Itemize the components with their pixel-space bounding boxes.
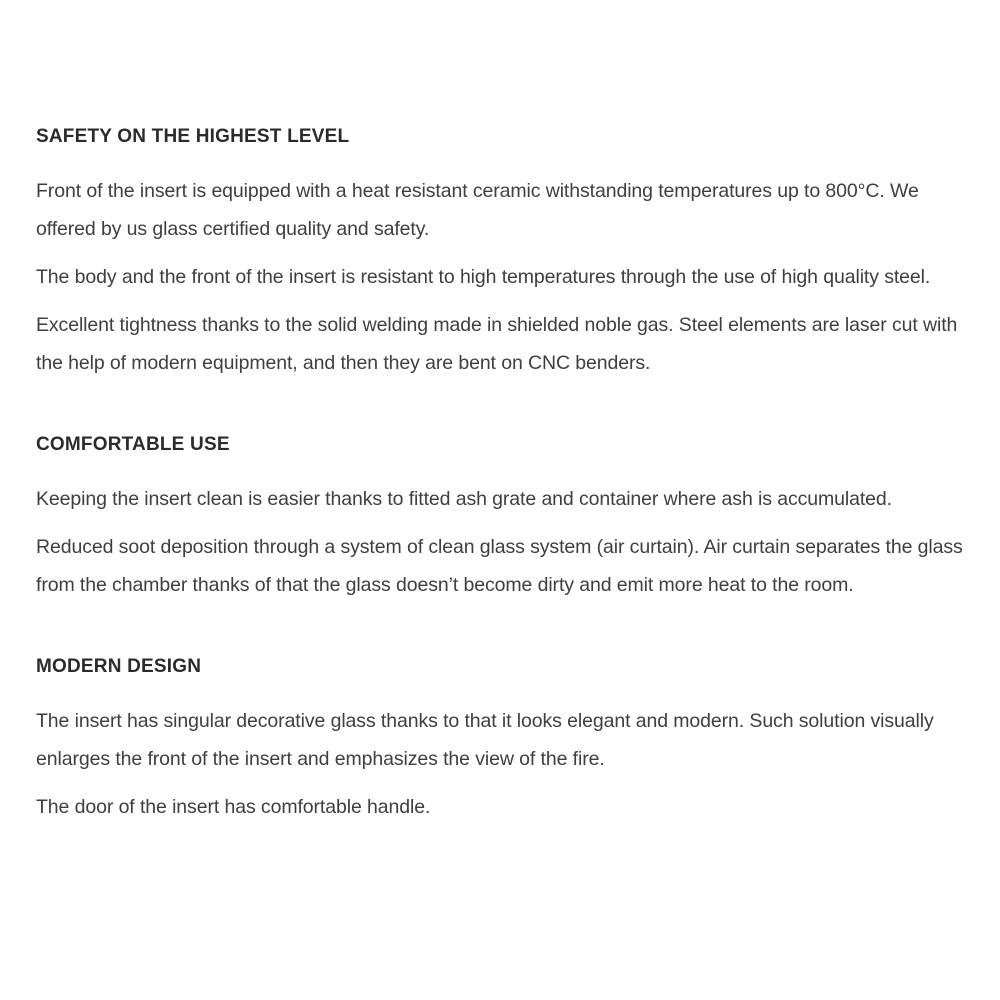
section-comfortable-use xyxy=(36,434,965,604)
paragraph: Reduced soot deposition through a system of clean glass system (air curtain). Air curtain separates the glass from the chamber thanks of that the glass doesn’t become dirty and emit more heat to the room. xyxy=(36,536,963,596)
section-safety xyxy=(36,126,965,382)
paragraph: Excellent tightness thanks to the solid welding made in shielded noble gas. Steel elements are laser cut with the help of modern equipment, and then they are bent on CNC benders. xyxy=(36,314,958,374)
paragraph: The insert has singular decorative glass thanks to that it looks elegant and modern. Such solution visually enlarges the front of the insert and emphasizes the view of the fire. xyxy=(36,710,934,770)
section-heading-modern-design: MODERN DESIGN xyxy=(36,656,202,677)
paragraph: The body and the front of the insert is resistant to high temperatures through the use of high quality steel. xyxy=(36,266,931,288)
section-heading-comfortable-use: COMFORTABLE USE xyxy=(36,434,230,455)
paragraph: Front of the insert is equipped with a heat resistant ceramic withstanding temperatures up to 800°C. We offered by us glass certified quality and safety. xyxy=(36,180,919,240)
section-heading-safety: SAFETY ON THE HIGHEST LEVEL xyxy=(36,126,350,147)
paragraph: Keeping the insert clean is easier thanks to fitted ash grate and container where ash is accumulated. xyxy=(36,488,892,510)
paragraph: The door of the insert has comfortable handle. xyxy=(36,796,431,818)
section-modern-design xyxy=(36,656,965,826)
